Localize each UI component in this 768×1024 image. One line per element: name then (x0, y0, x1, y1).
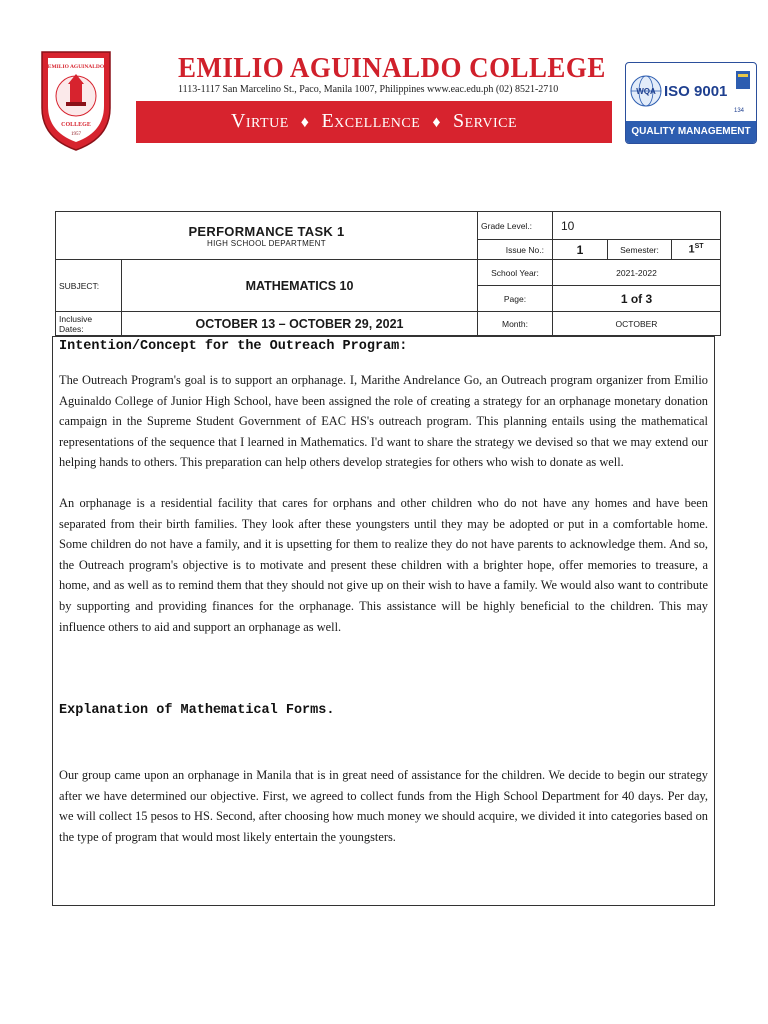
motto-separator: ♦ (432, 114, 441, 131)
college-seal-logo (34, 46, 118, 156)
grade-value: 10 (553, 212, 721, 240)
issue-label: Issue No.: (478, 240, 553, 260)
seal-text-middle: COLLEGE (61, 122, 91, 128)
task-title-cell (56, 212, 478, 260)
motto-banner (136, 101, 612, 143)
school-year-label: School Year: (478, 260, 553, 286)
dates-value: OCTOBER 13 – OCTOBER 29, 2021 (122, 312, 478, 336)
iso-number: 134 (734, 108, 745, 114)
college-address: 1113-1117 San Marcelino St., Paco, Manila 1007, Philippines www.eac.edu.ph (02) 8521-2710 (178, 84, 559, 95)
issue-value: 1 (553, 240, 608, 260)
grade-label: Grade Level.: (478, 212, 553, 240)
quality-management-label: QUALITY MANAGEMENT (626, 121, 756, 143)
subject-value: MATHEMATICS 10 (122, 260, 478, 312)
page-value: 1 of 3 (553, 286, 721, 312)
heading-explanation: Explanation of Mathematical Forms. (59, 703, 335, 718)
iso-certification-badge (625, 62, 757, 144)
motto (136, 110, 612, 133)
task-info-table (55, 211, 721, 336)
heading-intention: Intention/Concept for the Outreach Program: (59, 339, 408, 354)
semester-value: 1ST (672, 240, 721, 260)
dates-label: Inclusive Dates: (56, 312, 122, 336)
motto-service: Service (452, 110, 518, 132)
page-label: Page: (478, 286, 553, 312)
paragraph-intention: The Outreach Program's goal is to support an orphanage. I, Marithe Andrelance Go, an Outreach program organizer from Emilio Aguinaldo College of Junior High School, have been assigned the role of creating a strategy for an orphanage monetary donation campaign in the Supreme Student Government of EAC HS's outreach program. This planning entails using the mathematical representations of the sequence that I learned in Mathematics. I'd want to share the strategy we devised so that we may extend our helping hands to others. This preparation can help others develop strategies for others who wish to donate as well. (59, 373, 708, 470)
semester-suffix: ST (694, 243, 704, 251)
wqa-label: WQA (636, 87, 656, 96)
subject-label: SUBJECT: (56, 260, 122, 312)
school-year-value: 2021-2022 (553, 260, 721, 286)
college-name: EMILIO AGUINALDO COLLEGE (178, 52, 606, 84)
month-value: OCTOBER (553, 312, 721, 336)
month-label: Month: (478, 312, 553, 336)
motto-separator: ♦ (300, 114, 310, 131)
task-title: PERFORMANCE TASK 1 (188, 223, 345, 239)
content-box (52, 336, 715, 906)
paragraph-orphanage: An orphanage is a residential facility that cares for orphans and other children who do not have any homes and have been separated from their birth families. They look after these youngsters until they may be adopted or put in a comfortable home. Some children do not have a family, and it is upsetting for them to realize they do not have parents to acknowledge them. And so, the Outreach program's objective is to motivate and present these children with a brighter hope, offer memories to treasure, a home, and as well as to remind them that they should not give up on their wish to have a family. We would also want to contribute by supporting and providing finances for the orphanage. This assistance will be highly beneficial to the children. This may influence others to aid and support an orphanage as well. (59, 496, 708, 634)
seal-text-year: 1957 (71, 132, 81, 137)
seal-text-top: EMILIO AGUINALDO (47, 64, 105, 70)
paragraph-explanation: Our group came upon an orphanage in Manila that is in great need of assistance for the children. We decide to begin our strategy after we have determined our objective. First, we agreed to collect funds from the High School Department for 40 days. Per day, we will collect 15 pesos to HS. Second, after choosing how much money we should acquire, we divided it into categories based on the type of program that would most likely entertain the youngsters. (59, 768, 708, 844)
department: HIGH SCHOOL DEPARTMENT (207, 238, 326, 248)
semester-label: Semester: (608, 240, 672, 260)
iso-label: ISO 9001 (664, 83, 728, 100)
motto-excellence: Excellence (321, 110, 421, 132)
motto-virtue: Virtue (230, 110, 289, 132)
